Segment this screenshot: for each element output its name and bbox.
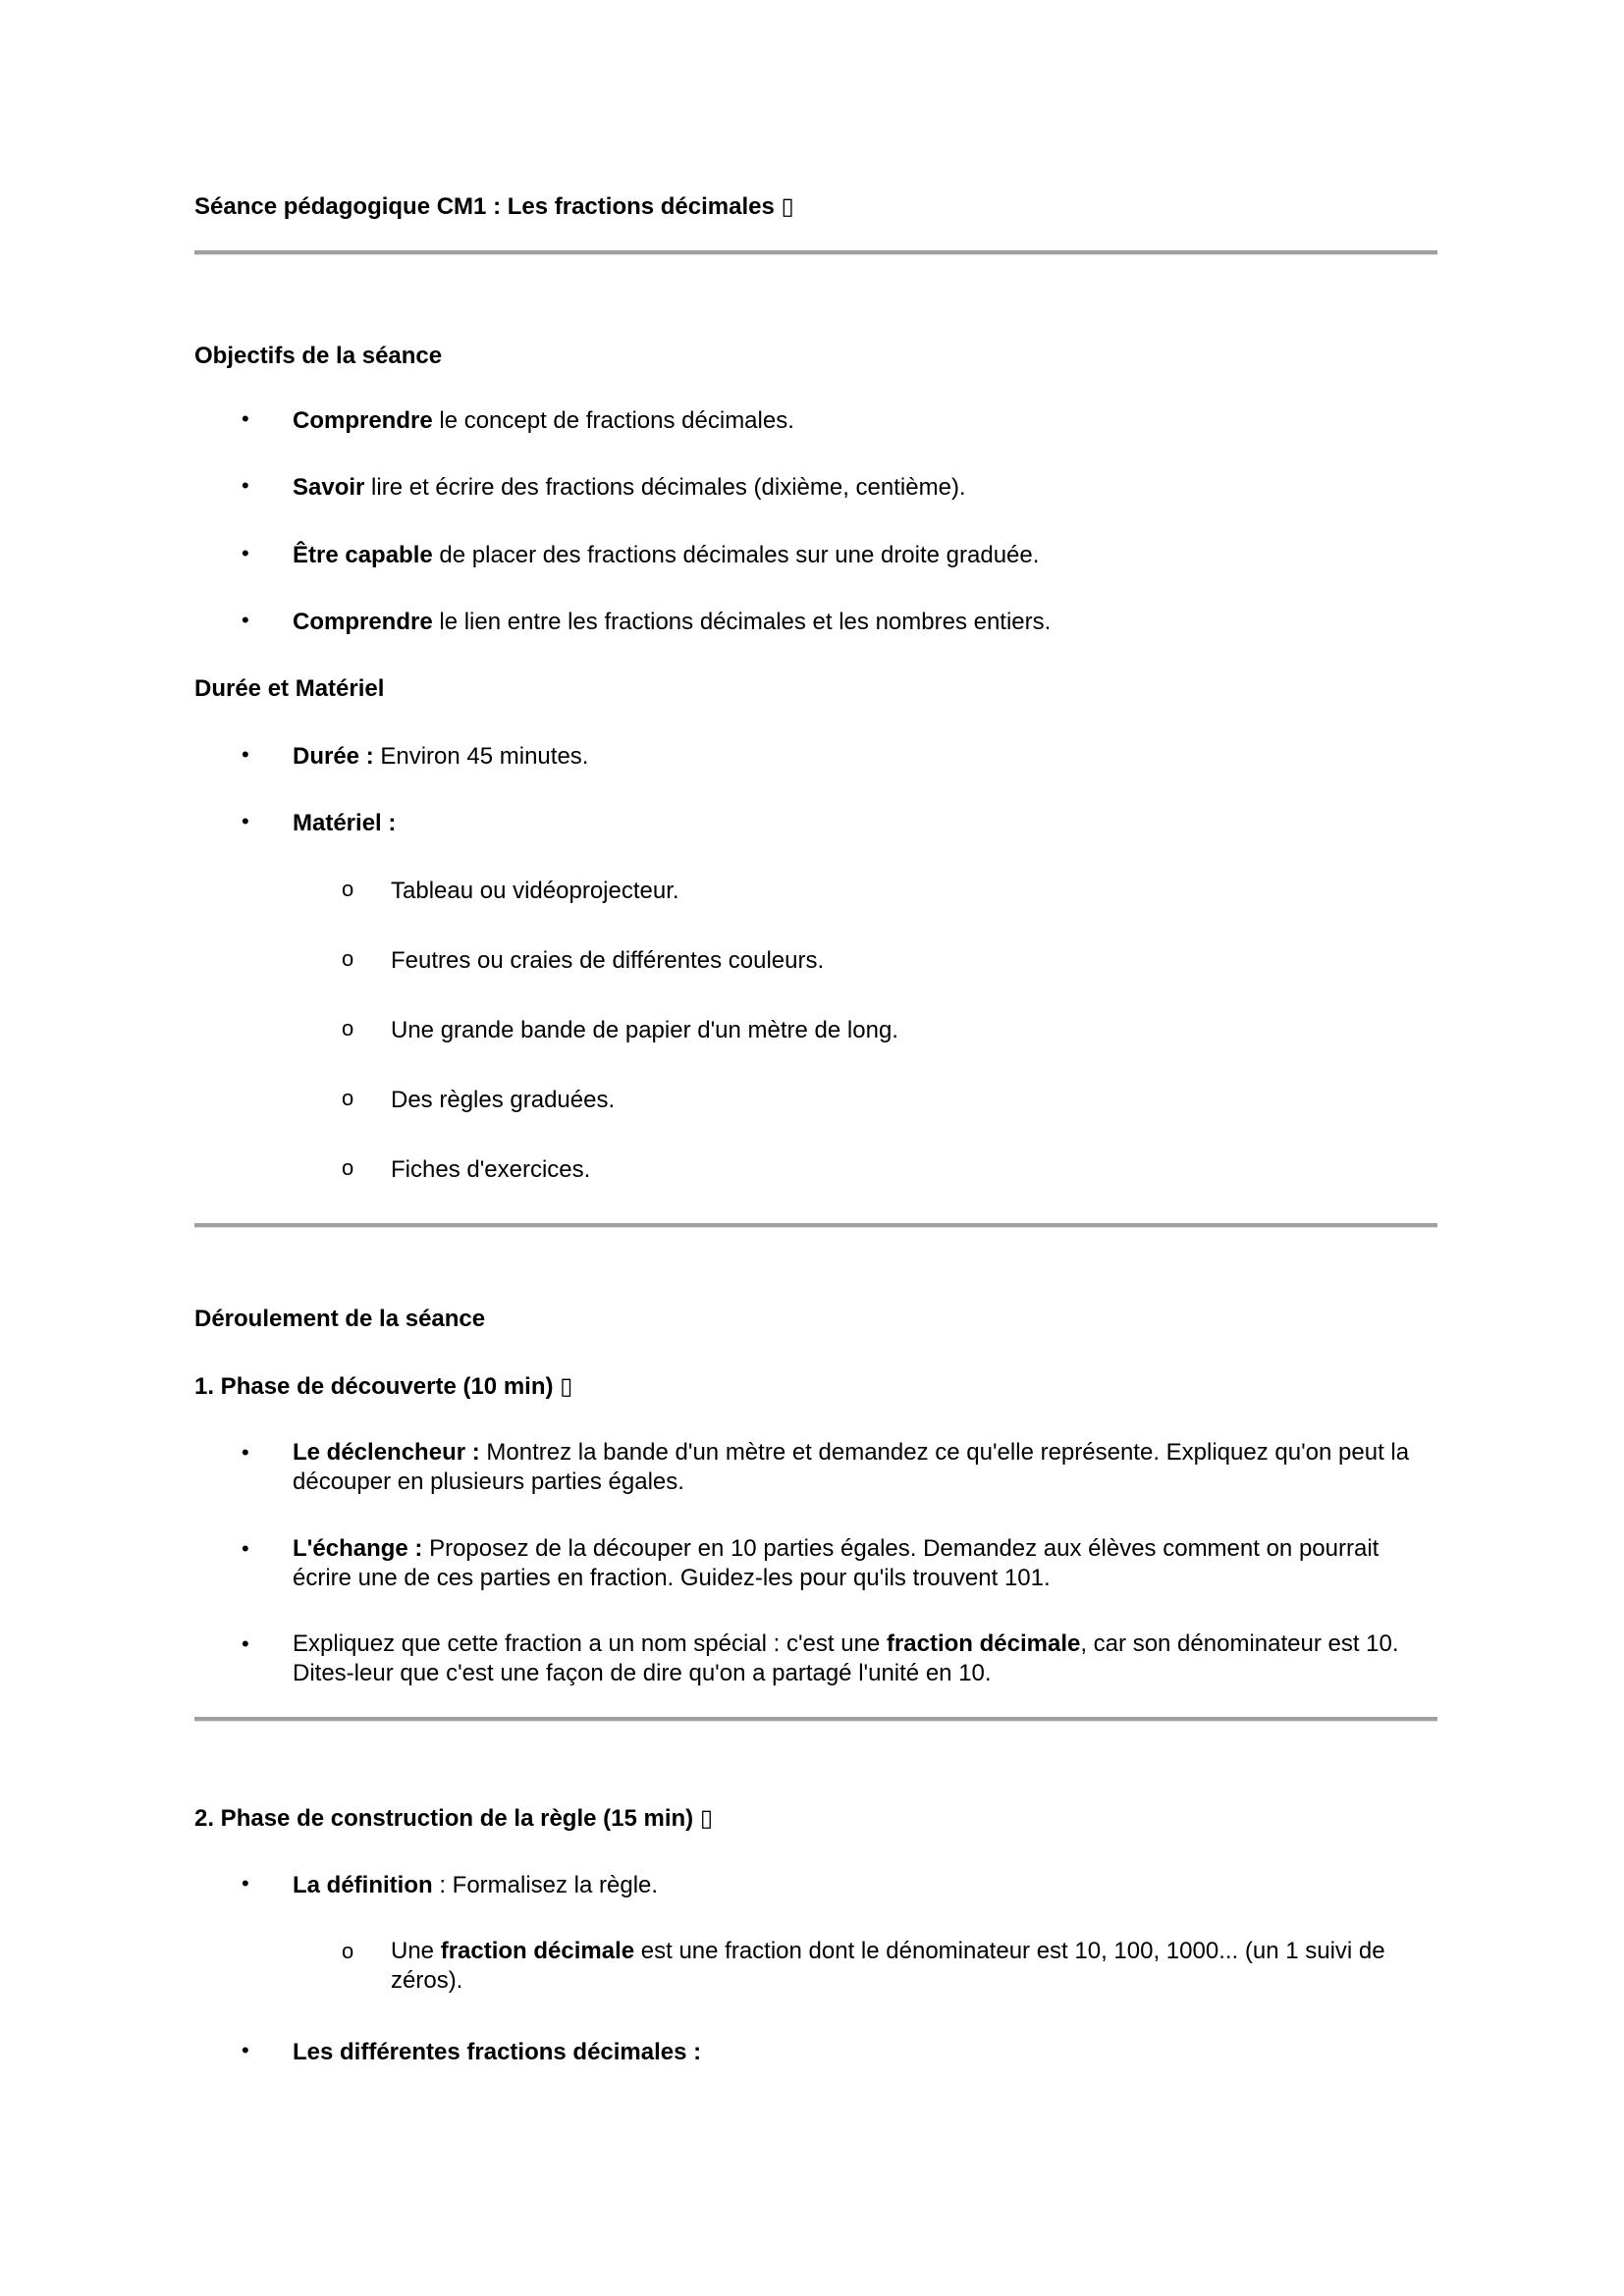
sub-bullet-icon: o bbox=[342, 1086, 354, 1110]
section-heading-deroulement: Déroulement de la séance bbox=[194, 1306, 486, 1332]
sub-bullet-icon: o bbox=[342, 1155, 354, 1180]
title-text: Séance pédagogique CM1 : Les fractions décimales bbox=[194, 193, 775, 220]
bullet-icon: • bbox=[242, 473, 249, 498]
sub-bullet-icon: o bbox=[342, 1939, 354, 1963]
list-item: Comprendre le lien entre les fractions décimales et les nombres entiers. bbox=[293, 609, 1052, 635]
phase2-heading-text: 2. Phase de construction de la règle (15 min) bbox=[194, 1805, 694, 1832]
divider bbox=[194, 250, 1437, 255]
list-item: Expliquez que cette fraction a un nom spécial : c'est une fraction décimale, car son dénominateur est 10. Dites-leur que c'est une façon de dire qu'on a partagé l'unité en 10. bbox=[293, 1630, 1399, 1686]
bullet-icon: • bbox=[242, 541, 249, 565]
materiel-item: Feutres ou craies de différentes couleurs. bbox=[391, 947, 825, 974]
materiel-item: Fiches d'exercices. bbox=[391, 1156, 591, 1183]
phase2-heading bbox=[194, 1804, 713, 1833]
list-item: Être capable de placer des fractions décimales sur une droite graduée. bbox=[293, 542, 1040, 568]
divider bbox=[194, 1717, 1437, 1722]
list-item: Les différentes fractions décimales : bbox=[293, 2039, 702, 2065]
bullet-icon: • bbox=[242, 1631, 249, 1656]
document-title bbox=[194, 192, 794, 221]
list-item: Matériel : bbox=[293, 810, 397, 836]
list-item: Le déclencheur : Montrez la bande d'un mètre et demandez ce qu'elle représente. Expliquez qu'on peut la découper en plusieurs parties égales. bbox=[293, 1439, 1410, 1495]
bullet-icon: • bbox=[242, 1536, 249, 1561]
divider bbox=[194, 1223, 1437, 1228]
bullet-icon: • bbox=[242, 406, 249, 431]
bullet-icon: • bbox=[242, 608, 249, 632]
materiel-item: Des règles graduées. bbox=[391, 1087, 616, 1113]
phase1-heading-text: 1. Phase de découverte (10 min) bbox=[194, 1373, 554, 1400]
missing-glyph-icon: ▯ bbox=[699, 1805, 714, 1832]
list-item: Durée : Environ 45 minutes. bbox=[293, 743, 589, 770]
list-item: Savoir lire et écrire des fractions décimales (dixième, centième). bbox=[293, 474, 966, 501]
section-heading-objectifs: Objectifs de la séance bbox=[194, 343, 443, 369]
materiel-item: Tableau ou vidéoprojecteur. bbox=[391, 878, 679, 904]
sub-bullet-icon: o bbox=[342, 1016, 354, 1041]
missing-glyph-icon: ▯ bbox=[560, 1373, 573, 1400]
phase1-heading bbox=[194, 1372, 572, 1401]
sub-bullet-icon: o bbox=[342, 946, 354, 971]
definition-item: Une fraction décimale est une fraction dont le dénominateur est 10, 100, 1000... (un 1 suivi de zéros). bbox=[391, 1938, 1385, 1994]
bullet-icon: • bbox=[242, 809, 249, 833]
bullet-icon: • bbox=[242, 1871, 249, 1896]
list-item: La définition : Formalisez la règle. bbox=[293, 1872, 659, 1898]
bullet-icon: • bbox=[242, 742, 249, 767]
sub-bullet-icon: o bbox=[342, 877, 354, 901]
bullet-icon: • bbox=[242, 2038, 249, 2062]
bullet-icon: • bbox=[242, 1440, 249, 1465]
list-item: L'échange : Proposez de la découper en 10 parties égales. Demandez aux élèves comment on pourrait écrire une de ces parties en fraction. Guidez-les pour qu'ils trouvent 101. bbox=[293, 1535, 1380, 1591]
list-item: Comprendre le concept de fractions décimales. bbox=[293, 407, 794, 434]
section-heading-duree: Durée et Matériel bbox=[194, 675, 385, 702]
materiel-item: Une grande bande de papier d'un mètre de long. bbox=[391, 1017, 898, 1043]
missing-glyph-icon: ▯ bbox=[781, 193, 794, 220]
